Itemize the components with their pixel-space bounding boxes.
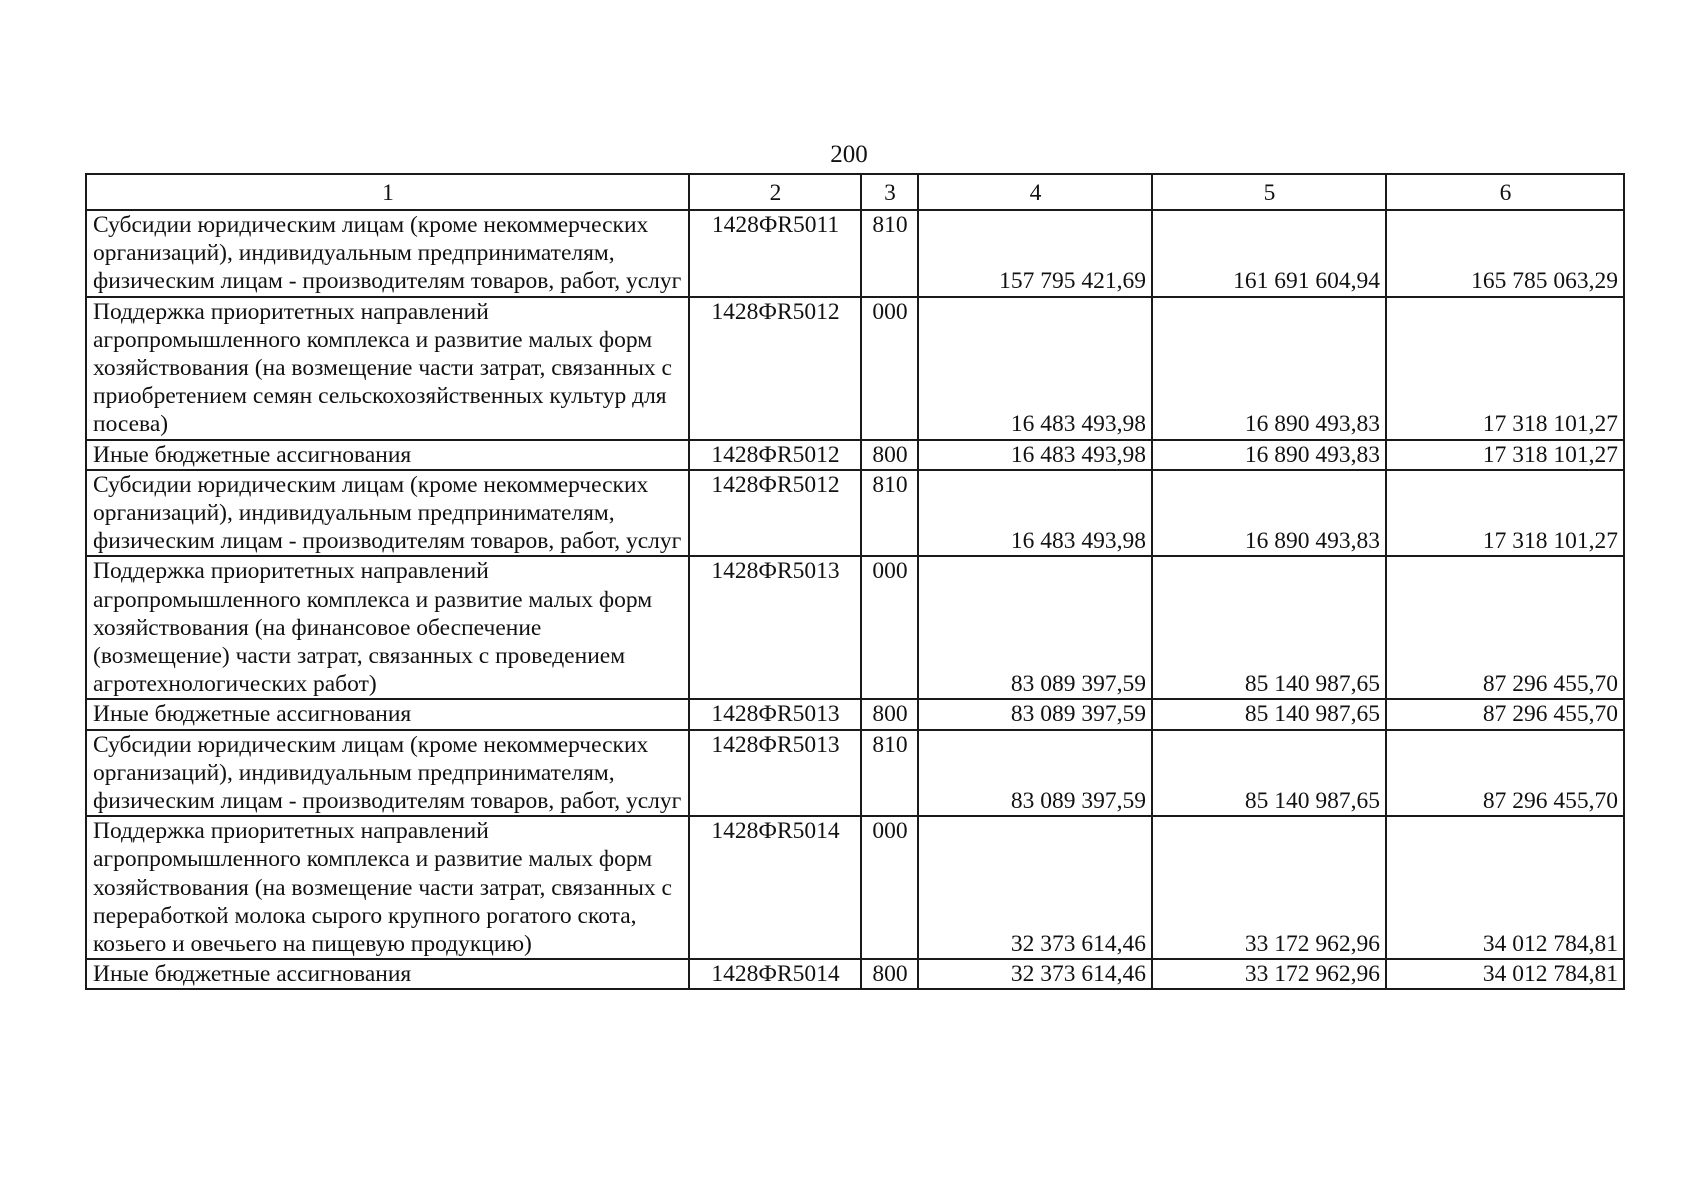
header-col-1: 1 — [86, 174, 689, 210]
table-row — [86, 699, 1624, 729]
row-value-col6: 87 296 455,70 — [1386, 730, 1624, 817]
row-value-col5: 16 890 493,83 — [1152, 440, 1386, 470]
table-row — [86, 297, 1624, 440]
row-value-col5: 161 691 604,94 — [1152, 210, 1386, 297]
row-value-col6: 34 012 784,81 — [1386, 959, 1624, 989]
row-name-cell: Поддержка приоритетных направлений агропромышленного комплекса и развитие малых форм хозяйствования (на возмещение части затрат, связанных с переработкой молока сырого крупного рогатого скота, козьего и овечьего на пищевую продукцию) — [86, 816, 689, 959]
row-name-cell: Поддержка приоритетных направлений агропромышленного комплекса и развитие малых форм хозяйствования (на финансовое обеспечение (возмещение) части затрат, связанных с проведением агротехнологических работ) — [86, 556, 689, 699]
row-value-col4: 83 089 397,59 — [918, 699, 1152, 729]
row-kind-cell: 800 — [861, 440, 918, 470]
row-value-col4: 16 483 493,98 — [918, 440, 1152, 470]
row-value-col4: 83 089 397,59 — [918, 556, 1152, 699]
budget-table — [85, 173, 1625, 990]
row-value-col5: 16 890 493,83 — [1152, 470, 1386, 557]
row-code-cell: 1428ФR5014 — [689, 959, 861, 989]
row-value-col6: 165 785 063,29 — [1386, 210, 1624, 297]
row-kind-cell: 000 — [861, 297, 918, 440]
row-value-col6: 34 012 784,81 — [1386, 816, 1624, 959]
row-code-cell: 1428ФR5013 — [689, 699, 861, 729]
row-name-cell: Субсидии юридическим лицам (кроме некоммерческих организаций), индивидуальным предпринимателям, физическим лицам - производителям товаров, работ, услуг — [86, 730, 689, 817]
row-value-col6: 17 318 101,27 — [1386, 297, 1624, 440]
table-row — [86, 730, 1624, 817]
table-header-row — [86, 174, 1624, 210]
row-value-col6: 87 296 455,70 — [1386, 699, 1624, 729]
header-col-6: 6 — [1386, 174, 1624, 210]
row-value-col6: 17 318 101,27 — [1386, 440, 1624, 470]
row-name-cell: Иные бюджетные ассигнования — [86, 959, 689, 989]
row-code-cell: 1428ФR5011 — [689, 210, 861, 297]
row-kind-cell: 000 — [861, 816, 918, 959]
row-code-cell: 1428ФR5014 — [689, 816, 861, 959]
row-code-cell: 1428ФR5012 — [689, 297, 861, 440]
header-col-3: 3 — [861, 174, 918, 210]
row-value-col4: 16 483 493,98 — [918, 297, 1152, 440]
row-code-cell: 1428ФR5013 — [689, 556, 861, 699]
row-value-col5: 16 890 493,83 — [1152, 297, 1386, 440]
header-col-5: 5 — [1152, 174, 1386, 210]
row-kind-cell: 000 — [861, 556, 918, 699]
row-value-col5: 85 140 987,65 — [1152, 730, 1386, 817]
row-value-col5: 33 172 962,96 — [1152, 959, 1386, 989]
table-row — [86, 556, 1624, 699]
row-value-col4: 16 483 493,98 — [918, 470, 1152, 557]
table-row — [86, 816, 1624, 959]
page-number: 200 — [830, 141, 868, 168]
row-kind-cell: 800 — [861, 699, 918, 729]
table-row — [86, 440, 1624, 470]
row-name-cell: Субсидии юридическим лицам (кроме некоммерческих организаций), индивидуальным предпринимателям, физическим лицам - производителям товаров, работ, услуг — [86, 470, 689, 557]
row-name-cell: Субсидии юридическим лицам (кроме некоммерческих организаций), индивидуальным предпринимателям, физическим лицам - производителям товаров, работ, услуг — [86, 210, 689, 297]
row-name-cell: Иные бюджетные ассигнования — [86, 440, 689, 470]
row-value-col4: 83 089 397,59 — [918, 730, 1152, 817]
table-row — [86, 470, 1624, 557]
row-name-cell: Поддержка приоритетных направлений агропромышленного комплекса и развитие малых форм хозяйствования (на возмещение части затрат, связанных с приобретением семян сельскохозяйственных культур для посева) — [86, 297, 689, 440]
table-row — [86, 959, 1624, 989]
row-value-col4: 32 373 614,46 — [918, 816, 1152, 959]
table-body — [86, 174, 1624, 989]
header-col-4: 4 — [918, 174, 1152, 210]
header-col-2: 2 — [689, 174, 861, 210]
row-value-col5: 33 172 962,96 — [1152, 816, 1386, 959]
row-kind-cell: 810 — [861, 470, 918, 557]
row-kind-cell: 800 — [861, 959, 918, 989]
row-kind-cell: 810 — [861, 730, 918, 817]
row-code-cell: 1428ФR5012 — [689, 470, 861, 557]
row-value-col4: 32 373 614,46 — [918, 959, 1152, 989]
row-value-col6: 17 318 101,27 — [1386, 470, 1624, 557]
row-value-col4: 157 795 421,69 — [918, 210, 1152, 297]
row-value-col5: 85 140 987,65 — [1152, 699, 1386, 729]
row-kind-cell: 810 — [861, 210, 918, 297]
table-row — [86, 210, 1624, 297]
row-name-cell: Иные бюджетные ассигнования — [86, 699, 689, 729]
row-value-col6: 87 296 455,70 — [1386, 556, 1624, 699]
row-value-col5: 85 140 987,65 — [1152, 556, 1386, 699]
row-code-cell: 1428ФR5013 — [689, 730, 861, 817]
row-code-cell: 1428ФR5012 — [689, 440, 861, 470]
